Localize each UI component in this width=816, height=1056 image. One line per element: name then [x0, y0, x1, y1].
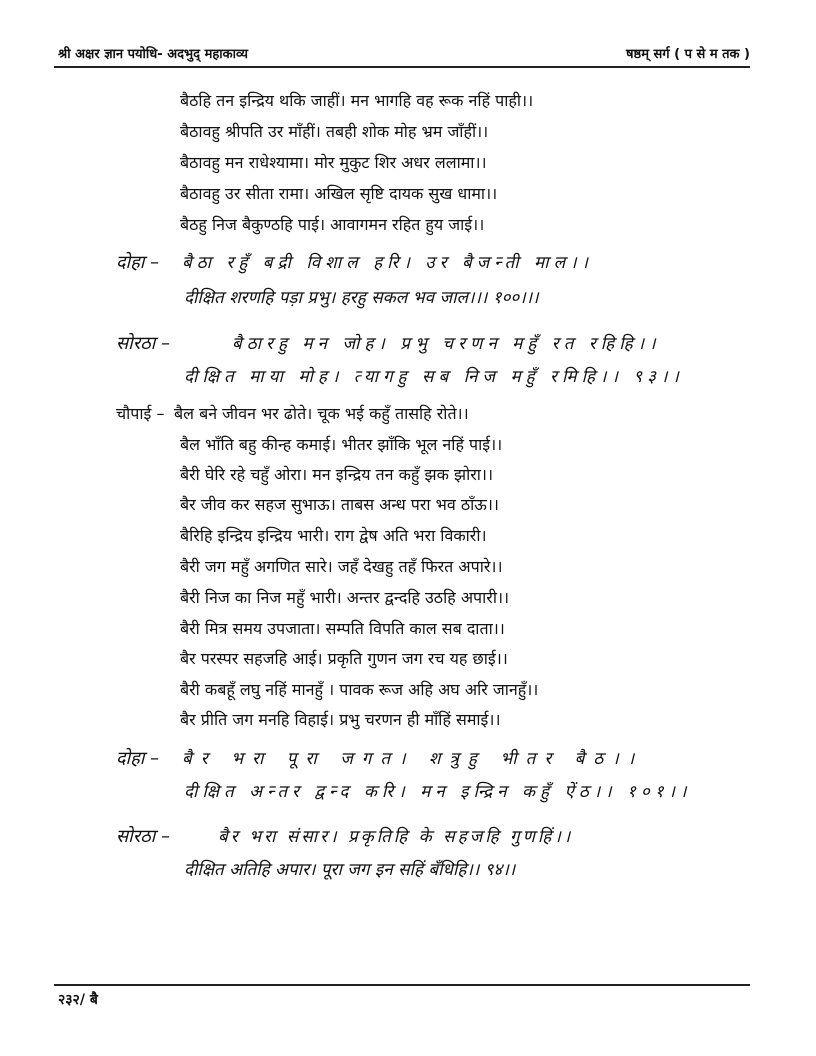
chaupai-label: चौपाई –	[116, 404, 165, 423]
chaupai-line: बैरी जग महुँ अगणित सारे। जहँ देखहु तहँ फिरत अपारे।।	[180, 557, 503, 576]
chaupai-line: बैल भाँति बहु कीन्ह कमाई। भीतर झाँकि भूल नहिं पाई।।	[180, 435, 503, 454]
chaupai-line: बैरी मित्र समय उपजाता। सम्पति विपति काल सब दाता।।	[180, 619, 505, 638]
doha-line-1: बैर भरा पूरा जगत। शत्रुहु भीतर बैठ।।	[182, 749, 644, 769]
chaupai-line: बैर परस्पर सहजहि आई। प्रकृति गुणन जग रच यह छाई।।	[180, 649, 508, 668]
soratha-line-2: दीक्षित माया मोह। त्यागहु सब निज महुँ रमिहि।। ९३।।	[184, 367, 684, 387]
doha-label: दोहा –	[116, 252, 160, 273]
soratha-line-1: बैठारहु मन जोह। प्रभु चरणन महुँ रत रहिहि।।	[232, 334, 661, 354]
chaupai-line: बैल बने जीवन भर ढोते। चूक भई कहुँ तासहि रोते।।	[174, 404, 469, 423]
chaupai-line: बैरिहि इन्द्रिय इन्द्रिय भारी। राग द्वेष अति भरा विकारी।	[180, 526, 487, 545]
soratha-line-2: दीक्षित अतिहि अपार। पूरा जग इन सहिं बँधिहि।। ९४।।	[184, 860, 516, 880]
soratha-label: सोरठा –	[116, 333, 171, 354]
chaupai-line: बैर जीव कर सहज सुभाऊ। ताबस अन्ध परा भव ठाँऊ।।	[180, 495, 499, 514]
soratha-label: सोरठा –	[116, 826, 171, 847]
chaupai-line: बैरी कबहूँ लघु नहिं मानहुँ । पावक रूज अहि अघ अरि जानहुँ।।	[180, 680, 539, 699]
footer-divider	[54, 984, 750, 986]
page-number: २३२/ बै	[58, 992, 98, 1008]
chaupai-line: बैर प्रीति जग मनहि विहाई। प्रभु चरणन ही माँहिं समाई।।	[180, 710, 501, 729]
chaupai-line: बैरी घेरि रहे चहुँ ओरा। मन इन्द्रिय तन कहुँ झक झोरा।।	[180, 465, 494, 484]
verse-line: बैठावहु श्रीपति उर माँहीं। तबही शोक मोह भ्रम जाँहीं।।	[180, 122, 489, 141]
verse-line: बैठहि तन इन्द्रिय थकि जाहीं। मन भागहि वह रूक नहिं पाही।।	[180, 91, 534, 110]
doha-line-2: दीक्षित शरणहि पड़ा प्रभु। हरहु सकल भव जाल।।। १००।।।	[184, 288, 539, 308]
header-chapter-title: षष्ठम् सर्ग ( प से म तक )	[626, 47, 750, 62]
header-divider	[54, 66, 750, 68]
doha-line-2: दीक्षित अन्तर द्वन्द करि। मन इन्द्रिन कहुँ ऐंठ।। १०१।।	[184, 782, 692, 802]
header-book-title: श्री अक्षर ज्ञान पयोधि- अदभुद् महाकाव्य	[58, 47, 248, 62]
verse-line: बैठहु निज बैकुण्ठहि पाई। आवागमन रहित हुय जाई।।	[180, 215, 485, 234]
doha-line-1: बैठा रहुँ बद्री विशाल हरि। उर बैजन्ती माल।।	[182, 253, 593, 273]
verse-line: बैठावहु उर सीता रामा। अखिल सृष्टि दायक सुख धामा।।	[180, 184, 498, 203]
chaupai-line: बैरी निज का निज महुँ भारी। अन्तर द्वन्दहि उठहि अपारी।।	[180, 588, 510, 607]
page-header	[0, 0, 816, 70]
doha-label: दोहा –	[116, 748, 160, 769]
soratha-line-1: बैर भरा संसार। प्रकृतिहि के सहजहि गुणहिं।।	[218, 827, 574, 847]
verse-line: बैठावहु मन राधेश्यामा। मोर मुकुट शिर अधर ललामा।।	[180, 153, 487, 172]
